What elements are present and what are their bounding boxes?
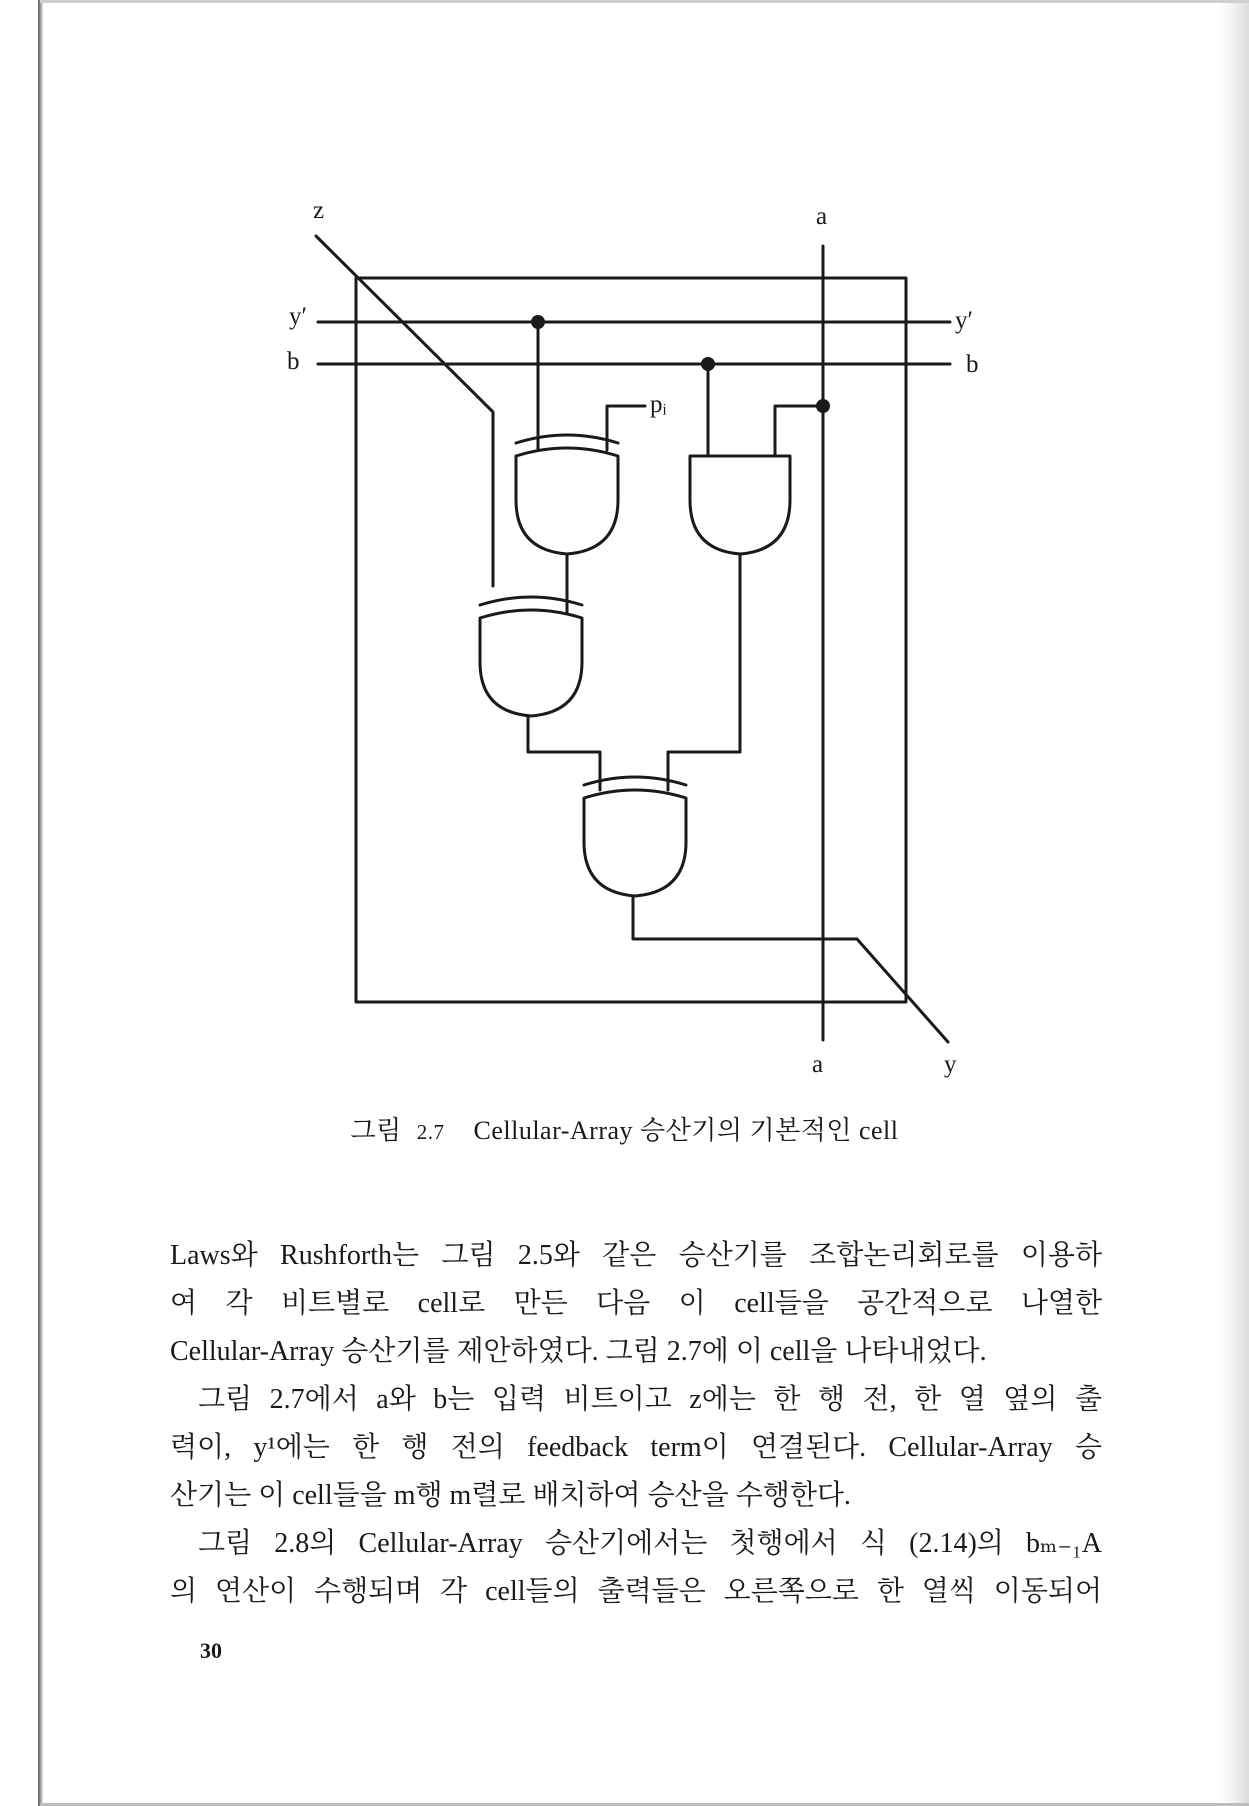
body-line: 그림 2.8의 Cellular-Array 승산기에서는 첫행에서 식 (2.14)의 bₘ₋₁A [198, 1528, 1102, 1559]
body-line: 의 연산이 수행되며 각 cell들의 출력들은 오른쪽으로 한 열씩 이동되어 [170, 1576, 1102, 1607]
body-line: Laws와 Rushforth는 그림 2.5와 같은 승산기를 조합논리회로를 이용하 [170, 1240, 1102, 1271]
xor-gate-3 [584, 777, 686, 896]
caption-label: 그림 [350, 1116, 402, 1145]
page-number: 30 [200, 1638, 222, 1663]
caption-number: 2.7 [416, 1120, 445, 1144]
label-b-left: b [287, 348, 300, 375]
body-line: 그림 2.7에서 a와 b는 입력 비트이고 z에는 한 행 전, 한 열 옆의 출 [198, 1384, 1102, 1415]
caption-text: Cellular-Array 승산기의 기본적인 cell [473, 1116, 899, 1145]
wire-p-to-xor1 [607, 406, 645, 450]
label-a-bottom: a [812, 1051, 824, 1078]
body-line: Cellular-Array 승산기를 제안하였다. 그림 2.7에 이 cell을 나타내었다. [170, 1336, 987, 1367]
body-line: 력이, y¹에는 한 행 전의 feedback term이 연결된다. Cellular-Array 승 [170, 1432, 1102, 1463]
label-y-out: y [944, 1051, 957, 1078]
output-y-wire [633, 896, 948, 1042]
label-y-prime-right: y′ [955, 307, 973, 334]
figure-caption [0, 1110, 1249, 1147]
wire-a-to-and [775, 406, 823, 456]
and-gate [690, 456, 790, 554]
label-b-right: b [966, 351, 979, 378]
xor-gate-1 [516, 435, 618, 554]
body-text [170, 1232, 1102, 1616]
label-p: pᵢ [650, 391, 667, 418]
wire-xor2-to-xor3 [528, 716, 600, 790]
wire-and-to-xor3 [668, 554, 740, 790]
label-z: z [313, 197, 325, 224]
label-y-prime-left: y′ [289, 303, 307, 330]
body-line: 여 각 비트별로 cell로 만든 다음 이 cell들을 공간적으로 나열한 [170, 1288, 1102, 1319]
label-a-top: a [816, 203, 828, 230]
z-wire [316, 236, 493, 586]
body-line: 산기는 이 cell들을 m행 m렬로 배치하여 승산을 수행한다. [170, 1480, 851, 1511]
xor-gate-2 [480, 597, 582, 716]
